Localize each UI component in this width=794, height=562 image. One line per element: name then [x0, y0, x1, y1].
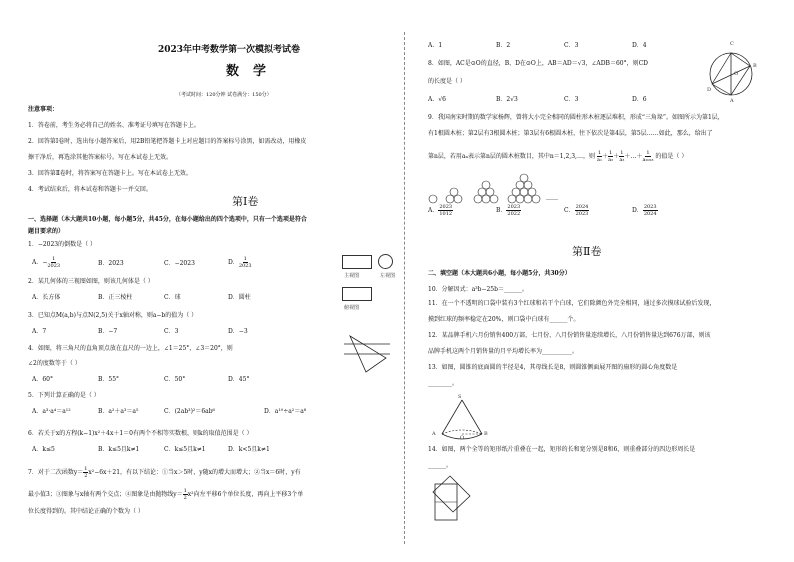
q1-option-b: B．2023	[98, 260, 124, 267]
question-10: 10．分解因式：a³b−25b＝______。	[428, 286, 528, 293]
front-view-label: 主视图	[344, 273, 360, 279]
fraction: $\frac{2023}{2022}$	[507, 204, 521, 217]
q1-option-a: A．− $\frac{1}{2023}$	[32, 256, 61, 269]
section-1-instruction: 题目要求的）	[28, 228, 65, 235]
circle-label-b: B	[753, 63, 757, 69]
circle-label-o: O	[734, 71, 739, 77]
q8-option-b: B．2√3	[496, 96, 518, 103]
left-view-circle	[378, 254, 393, 269]
question-9-line: 有1根圆木桩；第2层有3根圆木桩；第3层有6根圆木桩，往下依次是第4层，第5层……如此，那么，给出了	[428, 130, 713, 137]
question-8-line: 的长度是（ ）	[428, 78, 466, 85]
q3-option-c: C．3	[164, 328, 179, 335]
q8-option-c: C．3	[564, 96, 579, 103]
top-view-label: 俯视图	[344, 305, 360, 311]
q3-option-d: D．−3	[228, 328, 248, 335]
fraction: $\frac{2023}{1012}$	[439, 204, 453, 217]
question-1-stem: 1．−2023的倒数是（ ）	[28, 241, 97, 248]
question-7-line: 最小值3；③图象与x轴有两个交点；④图象是由抛物线y＝ $\frac{1}{2}$ x²向左平移6个单位长度，再向上平移3个单	[28, 488, 304, 501]
question-11-line: 摸到红球的频率稳定在20%，则口袋中白球有______个。	[428, 316, 580, 323]
q4-option-b: B．55°	[98, 376, 120, 383]
q4-option-c: C．50°	[164, 376, 186, 383]
cone-label-a: A	[432, 431, 436, 437]
q7-option-c: C．3	[564, 42, 579, 49]
notice-line: 1．答卷前，考生务必将自己的姓名、准考证号填写在答题卡上。	[28, 122, 200, 129]
question-12-line: 12．某品牌手机六月份销售400万部，七月份、八月份销售量连续增长，八月份销售量达到676万部，则该	[428, 332, 711, 339]
question-6-stem: 6．若关于x的方程(k−1)x²＋4x＋1＝0有两个不相等实数根，则k的取值范围是（ ）	[28, 430, 253, 437]
notice-line: 3．回答第Ⅱ卷时，将答案写在答题卡上。写在本试卷上无效。	[28, 170, 192, 177]
q5-option-b: B．a²＋a³＝a⁵	[98, 408, 139, 415]
ruler-triangle-figure	[342, 332, 392, 374]
question-7-line: 位长度得到的。其中结论正确的个数为（ ）	[28, 508, 144, 515]
cone-label-s: S	[458, 394, 462, 400]
fraction: $\frac{2024}{2023}$	[575, 204, 589, 217]
right-page	[410, 0, 794, 562]
q1-option-d: D． $\frac{1}{2023}$	[228, 256, 252, 269]
q2-option-c: C．球	[164, 294, 181, 301]
front-view-rect	[342, 255, 372, 269]
question-4-stem: 4．如图，将三角尺的直角顶点放在直尺的一边上，∠1＝25°，∠3＝20°，则	[28, 345, 233, 352]
question-11-line: 11．在一个不透明的口袋中装有3个红球和若干个白球，它们除颜色外完全相同，通过多次摸球试验后发现，	[428, 300, 716, 307]
q5-option-a: A．a³·a⁴＝a¹²	[32, 408, 71, 415]
question-8-line: 8．如图，AC是⊙O的直径，B、D在⊙O上，AB＝AD＝√3，∠ADB＝60°，则CD	[428, 60, 648, 67]
question-14-line: ______。	[428, 462, 453, 469]
q9-option-a: A． $\frac{2023}{1012}$	[428, 204, 453, 217]
left-view-label: 左视图	[380, 273, 396, 279]
circle-figure	[706, 46, 756, 100]
exam-title: 2023年中考数学第一次模拟考试卷	[158, 45, 301, 55]
q4-option-d: D．45°	[228, 376, 250, 383]
volume-1-title: 第Ⅰ卷	[232, 195, 259, 208]
fraction: $\frac{1}{2}$	[183, 488, 187, 501]
fraction: $\frac{1}{\text{a₂₀₂₃}}$	[642, 150, 654, 163]
section-2-instruction: 二、填空题（本大题共6小题，每小题5分，共30分）	[428, 270, 571, 277]
q9-option-b: B． $\frac{2023}{2022}$	[496, 204, 521, 217]
rectangles-figure	[430, 474, 476, 526]
notice-title: 注意事项：	[28, 106, 59, 113]
fraction: $\frac{1}{2}$	[84, 466, 88, 479]
page-divider	[404, 32, 405, 544]
q6-option-d: D．k<5且k≠1	[228, 446, 270, 453]
cone-label-o: O	[460, 435, 465, 441]
fraction: $\frac{1}{\text{a₂}}$	[608, 150, 614, 163]
question-13-line: ________。	[428, 380, 459, 387]
volume-2-title: 第Ⅱ卷	[572, 245, 602, 258]
q7-option-b: B．2	[496, 42, 511, 49]
q5-option-d: D．a¹⁰÷a²＝a⁸	[264, 408, 307, 415]
question-13-line: 13．如图，圆锥的底面圆的半径是4，其母线长是8，则圆锥侧面展开图的扇形的圆心角度数是	[428, 364, 678, 371]
question-14-line: 14．如图，两个全等的矩形纸片重叠在一起，矩形的长和宽分别是8和6，则重叠部分的四边形周长是	[428, 446, 696, 453]
stacked-logs-figure	[428, 178, 608, 204]
q2-option-b: B．正三棱柱	[98, 294, 133, 301]
question-5-stem: 5．下列计算正确的是（ ）	[28, 392, 100, 399]
notice-line: 擦干净后，再选涂其他答案标号。写在本试卷上无效。	[28, 154, 173, 161]
q1-option-c: C．−2023	[164, 260, 195, 267]
svg-text:……: ……	[546, 195, 558, 202]
q6-option-a: A．k≤5	[32, 446, 55, 453]
q5-option-c: C．(2ab³)²＝6ab⁶	[164, 408, 215, 415]
exam-meta: （考试时间：120分钟 试卷满分：150分）	[176, 92, 272, 98]
q2-option-d: D．圆柱	[228, 294, 251, 301]
circle-label-c: C	[730, 41, 734, 47]
q3-option-b: B．−7	[98, 328, 118, 335]
fraction: $\frac{1}{\text{a₁}}$	[596, 150, 602, 163]
q8-option-d: D．6	[632, 96, 647, 103]
notice-line: 4．考试结束后，将本试卷和答题卡一并交回。	[28, 186, 152, 193]
question-9-line: 9．我国南宋时期的数学家杨辉，曾将大小完全相同的圆柱形木桩逐层堆积，形成“三角垛”。如图所示为第1层，	[428, 114, 724, 121]
circle-label-a: A	[730, 98, 734, 104]
q4-option-a: A．60°	[32, 376, 53, 383]
fraction: $\frac{1}{2023}$	[47, 256, 61, 269]
question-7-line: 7．对于二次函数y＝ $\frac{1}{2}$ x²−6x＋21，有以下结论：①当x＞5时，y随x的增大而增大；②当x＝6时，y有	[28, 466, 301, 479]
q9-option-c: C． $\frac{2024}{2023}$	[564, 204, 589, 217]
fraction: $\frac{1}{\text{a₃}}$	[619, 150, 625, 163]
question-9-line: 第n层，若用aₙ表示第n层的圆木桩数目，其中n＝1,2,3,…，则 $\frac{1}{\text{a₁}}$ ＋ $\frac{1}{\text{a₂}}$ ＋ $\frac{1}{\text{a₃}}$ ＋…＋ $\frac{1}{\text{a₂₀₂₃}}$ 的值是（ ）	[428, 150, 688, 163]
question-4-stem: ∠2的度数等于（ ）	[28, 360, 81, 367]
fraction: $\frac{2023}{2024}$	[643, 204, 657, 217]
q8-option-a: A．√6	[428, 96, 446, 103]
q9-option-d: D． $\frac{2023}{2024}$	[632, 204, 657, 217]
top-view-rect	[342, 287, 372, 301]
fraction: $\frac{1}{2023}$	[238, 256, 252, 269]
q6-option-c: C．k≤5且k≠1	[164, 446, 206, 453]
q2-option-a: A．长方体	[32, 294, 61, 301]
q7-option-d: D．4	[632, 42, 647, 49]
question-2-stem: 2．某几何体的三视图如图，则该几何体是（ ）	[28, 278, 154, 285]
notice-line: 2．回答第Ⅰ卷时，选出每小题答案后，用2B铅笔把答题卡上对应题目的答案标号涂黑，如需改动，用橡皮	[28, 138, 307, 145]
q3-option-a: A．7	[32, 328, 47, 335]
cone-label-b: B	[484, 431, 488, 437]
exam-subject: 数学	[226, 64, 281, 79]
circle-label-d: D	[707, 87, 712, 93]
q7-option-a: A．1	[428, 42, 443, 49]
question-3-stem: 3．已知点M(a,b)与点N(2,5)关于x轴对称，则a−b的值为（ ）	[28, 312, 198, 319]
section-1-instruction: 一、选择题（本大题共10小题，每小题5分，共45分，在每小题给出的四个选项中，只有一个选项是符合	[28, 216, 307, 223]
question-12-line: 品牌手机这两个月销售量的月平均增长率为__________。	[428, 348, 579, 355]
q6-option-b: B．k≤5且k≠1	[98, 446, 140, 453]
